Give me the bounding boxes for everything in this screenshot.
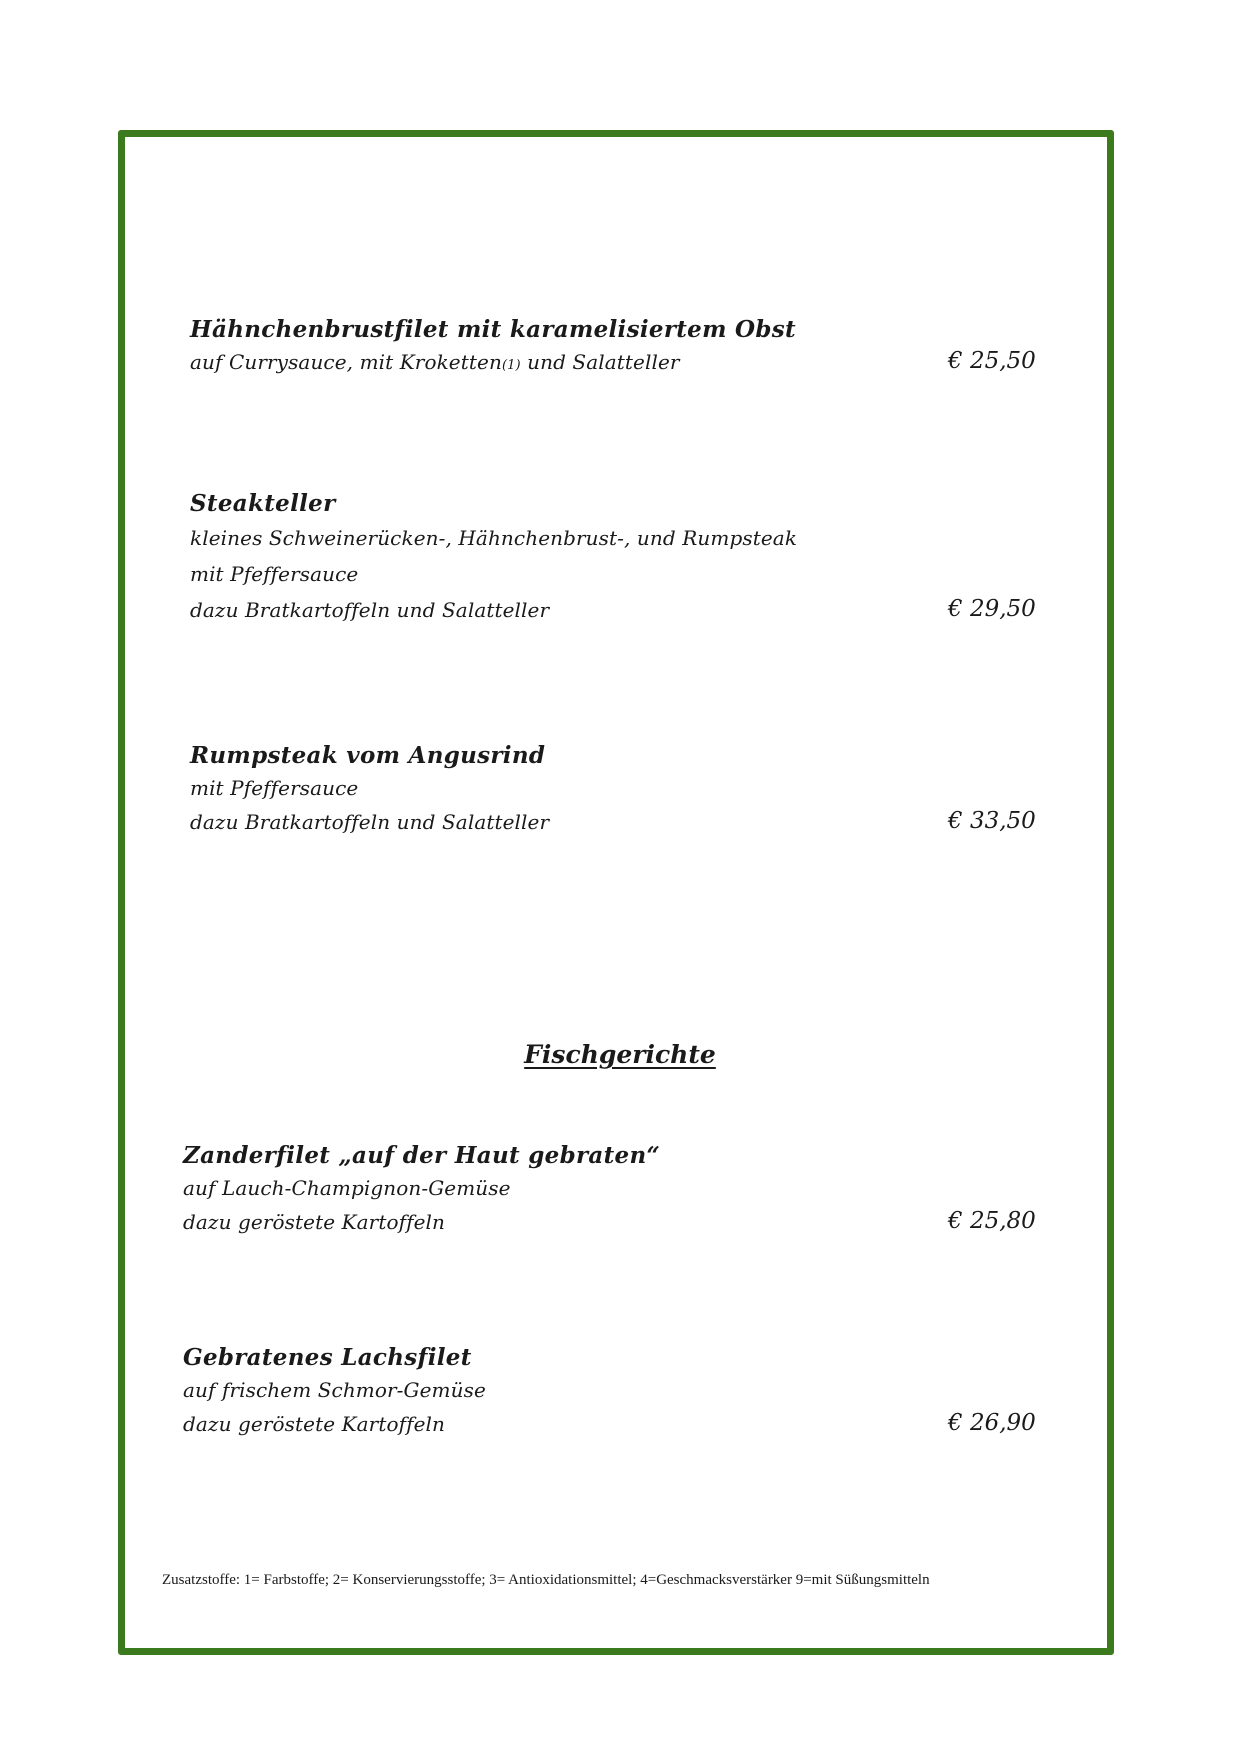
dish-title: Gebratenes Lachsfilet xyxy=(183,1344,472,1371)
additive-marker: (1) xyxy=(501,358,521,373)
dish-description-line: auf frischem Schmor-Gemüse xyxy=(183,1378,486,1402)
dish-description-text: auf Currysauce, mit Kroketten xyxy=(190,350,502,374)
dish-price: € 29,50 xyxy=(948,596,1036,622)
dish-description-line: auf Lauch-Champignon-Gemüse xyxy=(183,1176,511,1200)
dish-description-line: dazu Bratkartoffeln und Salatteller xyxy=(190,598,550,622)
additives-footnote: Zusatzstoffe: 1= Farbstoffe; 2= Konservierungsstoffe; 3= Antioxidationsmittel; 4=Geschmacksverstärker 9=mit Süßungsmitteln xyxy=(162,1572,930,1588)
dish-price: € 33,50 xyxy=(948,808,1036,834)
dish-title: Rumpsteak vom Angusrind xyxy=(190,742,546,769)
dish-price: € 25,80 xyxy=(948,1208,1036,1234)
dish-price: € 26,90 xyxy=(948,1410,1036,1436)
dish-title: Steakteller xyxy=(190,490,336,517)
dish-price: € 25,50 xyxy=(948,348,1036,374)
dish-description-line: mit Pfeffersauce xyxy=(190,776,359,800)
dish-description-line: dazu geröstete Kartoffeln xyxy=(183,1412,446,1436)
dish-description-line: dazu Bratkartoffeln und Salatteller xyxy=(190,810,550,834)
dish-title: Hähnchenbrustfilet mit karamelisiertem Obst xyxy=(190,316,796,343)
dish-description-line: mit Pfeffersauce xyxy=(190,562,359,586)
section-heading-fischgerichte: Fischgerichte xyxy=(524,1040,716,1069)
dish-description-line: dazu geröstete Kartoffeln xyxy=(183,1210,446,1234)
dish-title: Zanderfilet „auf der Haut gebraten“ xyxy=(183,1142,660,1169)
dish-description-line xyxy=(190,350,680,374)
dish-description-text: und Salatteller xyxy=(520,350,680,374)
dish-description-line: kleines Schweinerücken-, Hähnchenbrust-, und Rumpsteak xyxy=(190,526,798,550)
